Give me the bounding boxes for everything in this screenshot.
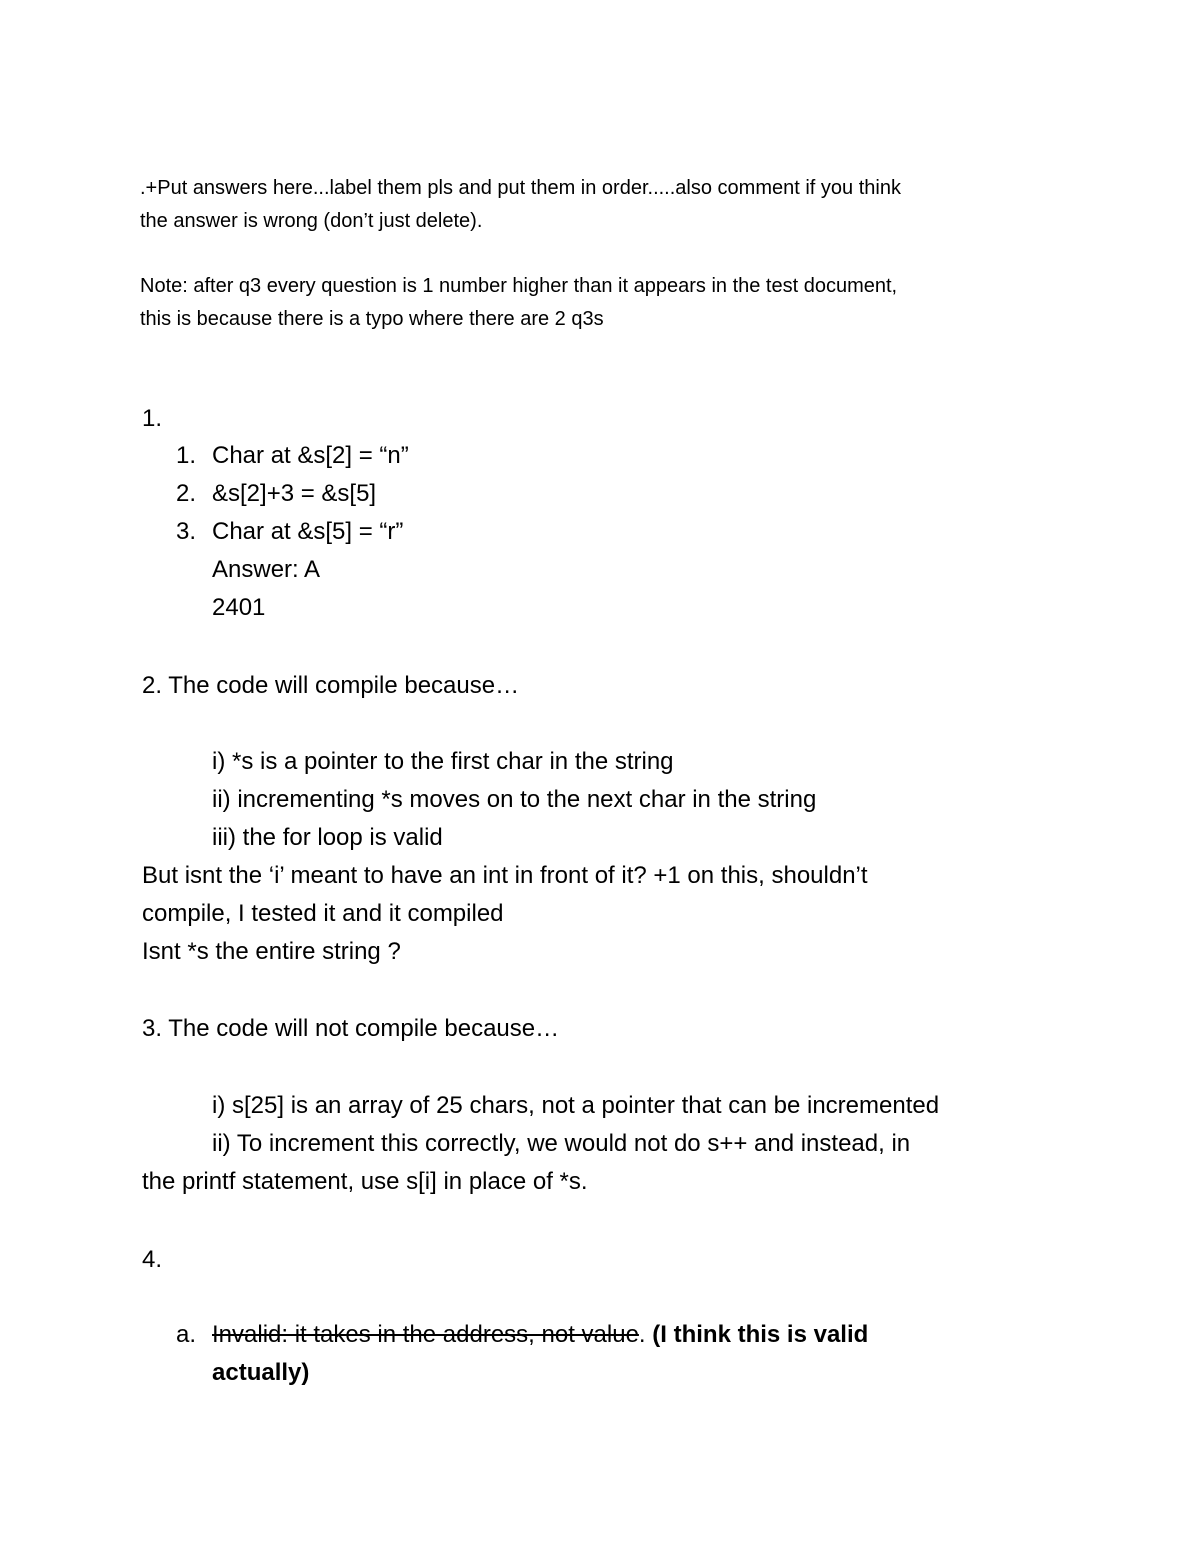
q2-comment-line-2: compile, I tested it and it compiled xyxy=(142,900,504,927)
q1-item-1-number: 1. xyxy=(176,442,197,469)
q4-item-a-period: . xyxy=(638,1321,646,1348)
q2-point-2: ii) incrementing *s moves on to the next char in the string xyxy=(212,786,817,813)
q1-code: 2401 xyxy=(212,594,266,621)
q1-answer: Answer: A xyxy=(212,556,321,583)
q4-label: 4. xyxy=(142,1246,163,1273)
q3-point-1: i) s[25] is an array of 25 chars, not a pointer that can be incremented xyxy=(212,1092,940,1119)
intro-line-2: the answer is wrong (don’t just delete). xyxy=(140,210,483,232)
q1-label: 1. xyxy=(142,405,163,432)
q4-item-a-line-1 xyxy=(212,1316,868,1354)
q1-item-2-text: &s[2]+3 = &s[5] xyxy=(212,480,377,507)
q3-point-2: ii) To increment this correctly, we would not do s++ and instead, in xyxy=(212,1130,911,1157)
q4-item-a-struck-text: Invalid: it takes in the address, not value xyxy=(212,1321,639,1348)
q2-comment-line-1: But isnt the ‘i’ meant to have an int in front of it? +1 on this, shouldn’t xyxy=(142,862,868,889)
note-line-2: this is because there is a typo where there are 2 q3s xyxy=(140,308,604,330)
q1-item-2-number: 2. xyxy=(176,480,197,507)
q4-item-a-marker: a. xyxy=(176,1321,197,1348)
q1-item-3-number: 3. xyxy=(176,518,197,545)
q2-heading: 2. The code will compile because… xyxy=(142,672,520,699)
note-line-1: Note: after q3 every question is 1 number higher than it appears in the test document, xyxy=(140,275,898,297)
intro-line-1: .+Put answers here...label them pls and put them in order.....also comment if you think xyxy=(140,177,901,199)
q3-point-2-continued: the printf statement, use s[i] in place of *s. xyxy=(142,1168,588,1195)
q2-comment-line-3: Isnt *s the entire string ? xyxy=(142,938,401,965)
q2-point-1: i) *s is a pointer to the first char in the string xyxy=(212,748,674,775)
q3-heading: 3. The code will not compile because… xyxy=(142,1015,560,1042)
q1-item-1-text: Char at &s[2] = “n” xyxy=(212,442,409,469)
q4-item-a-comment-line-1: (I think this is valid xyxy=(652,1321,869,1348)
q4-item-a-comment-line-2: actually) xyxy=(212,1359,310,1386)
q1-item-3-text: Char at &s[5] = “r” xyxy=(212,518,404,545)
q2-point-3: iii) the for loop is valid xyxy=(212,824,443,851)
